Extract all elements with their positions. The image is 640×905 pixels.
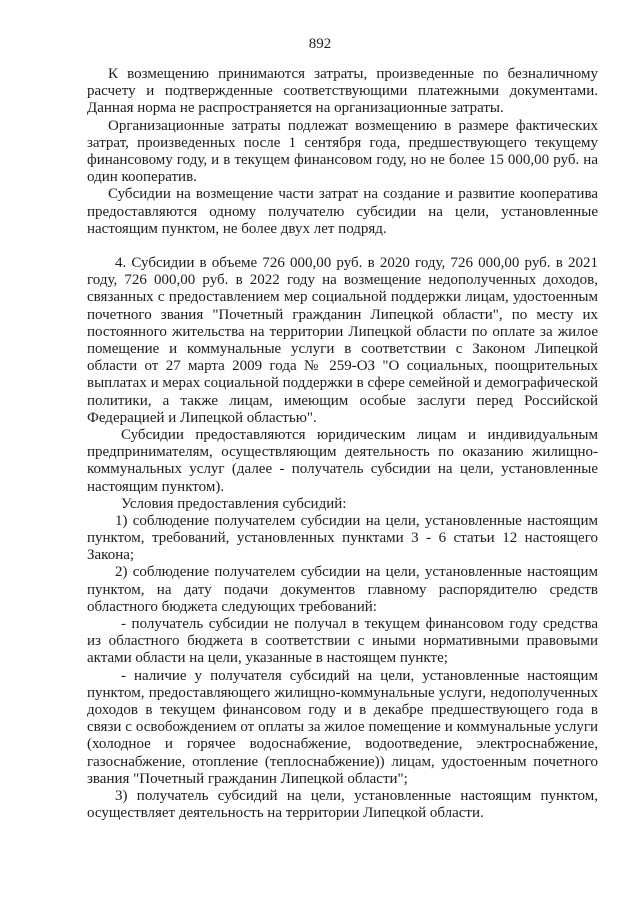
text-line: Субсидии предоставляются юридическим лицам и индивидуальным [121,426,598,443]
text-line: почетного звания "Почетный гражданин Липецкой области", по месту их [87,306,598,323]
paragraph [87,513,598,565]
text-line: Федерацией и Липецкой областью". [87,409,317,426]
text-line: предпринимателям, осуществляющим деятельность по оказанию жилищно- [87,444,598,461]
text-line: (холодное и горячее водоснабжение, водоотведение, электроснабжение, [87,736,598,753]
text-line: пунктом, требований, установленных пунктами 3 - 6 статьи 12 настоящего [87,530,598,547]
paragraph [87,616,598,668]
text-line: пунктом, предоставляющего жилищно-коммунальные услуги, недополученных [87,684,598,701]
text-line: - получатель субсидии не получал в текущем финансовом году средства [121,616,598,632]
text-line: 1) соблюдение получателем субсидии на цели, установленные настоящим [115,512,598,529]
text-line: осуществляет деятельность на территории Липецкой области. [87,805,484,822]
paragraph [87,427,598,496]
text-line: областного бюджета следующих требований: [87,598,377,615]
text-line: 3) получатель субсидий на цели, установленные настоящим пунктом, [115,787,598,804]
text-line: настоящим пунктом, не более двух лет подряд. [87,220,387,237]
paragraph [87,668,598,788]
paragraph [87,564,598,616]
text-line: области от 27 марта 2009 года № 259-ОЗ "О социальных, поощрительных [87,358,598,375]
paragraph [87,255,598,427]
text-line: 2) соблюдение получателем субсидии на цели, установленные настоящим [115,564,598,581]
text-line: пунктом, на дату подачи документов главному распорядителю средств [87,581,598,598]
document-body [87,66,598,822]
text-line: году, 726 000,00 руб. в 2022 году на возмещение недополученных доходов, [87,272,598,289]
text-line: Данная норма не распространяется на организационные затраты. [87,100,504,117]
text-line: 4. Субсидии в объеме 726 000,00 руб. в 2020 году, 726 000,00 руб. в 2021 [115,255,598,272]
text-line: доходов в текущем финансовом году и в декабре предшествующего года в [87,701,598,718]
text-line: звания "Почетный гражданин Липецкой области"; [87,770,408,787]
text-line: выплатах и мерах социальной поддержки в сфере семейной и демографической [87,375,598,392]
text-line: связанных с предоставлением мер социальной поддержки лицам, удостоенным [87,289,598,306]
text-line: из областного бюджета в соответствии с иными нормативными правовыми [87,633,598,650]
page-number: 892 [308,36,332,52]
text-line: К возмещению принимаются затраты, произведенные по безналичному [108,66,598,82]
text-line: газоснабжение, отопление (теплоснабжение)) лицам, удостоенным почетного [87,753,598,770]
text-line: один кооператив. [87,169,197,186]
text-line: постоянного жительства на территории Липецкой области по оплате за жилое [87,323,598,340]
paragraph [87,118,598,187]
text-line: Субсидии на возмещение части затрат на создание и развитие кооператива [108,186,598,203]
paragraph [87,788,598,822]
text-line: связи с освобождением от оплаты за жилое помещение и коммунальные услуги [87,719,598,736]
paragraph [87,66,598,118]
text-line: Условия предоставления субсидий: [121,495,347,512]
text-line: предоставляются одному получателю субсидии на цели, установленные [87,203,598,220]
text-line: - наличие у получателя субсидий на цели, установленные настоящим [121,667,598,684]
text-line: финансовому году, и в текущем финансовом году, но не более 15 000,00 руб. на [87,151,598,168]
text-line: расчету и подтвержденные соответствующими платежными документами. [87,83,598,100]
paragraph [87,496,598,513]
text-line: актами области на цели, указанные в настоящем пункте; [87,650,448,667]
text-line: Закона; [87,547,135,564]
text-line: коммунальных услуг (далее - получатель субсидии на цели, установленные [87,461,598,478]
text-line: политики, а также лицам, имеющим особые заслуги перед Российской [87,392,598,409]
text-line: настоящим пунктом). [87,478,225,495]
text-line: Организационные затраты подлежат возмещению в размере фактических [108,117,598,134]
text-line: затрат, произведенных после 1 сентября года, предшествующего текущему [87,134,598,151]
text-line: помещение и коммунальные услуги в соответствии с Законом Липецкой [87,341,598,357]
paragraph [87,186,598,238]
